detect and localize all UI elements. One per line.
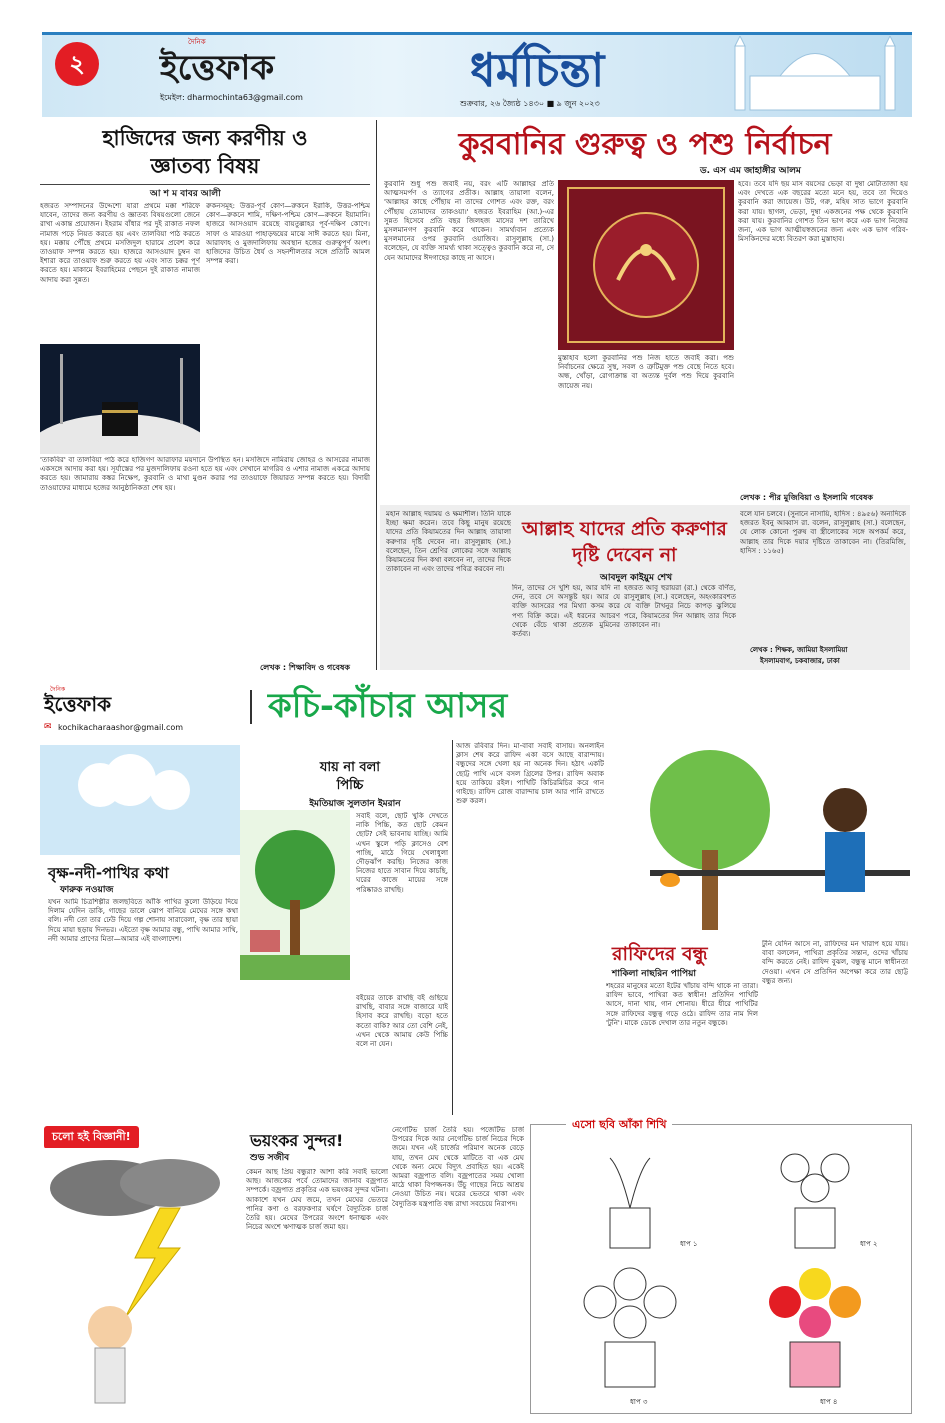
article3-footer-line1: লেখক : শিক্ষক, জামিয়া ইসলামিয়া <box>750 646 848 654</box>
science-body-col1: কেমন আছ প্রিয় বন্ধুরা? আশা করি সবাই ভালো আছ। আজকের পর্বে তোমাদের জানাব বজ্রপাত সম্পর্কে। বজ্রপাত প্রকৃতির এক ভয়ংকর সুন্দর ঘটনা। আকাশে যখন মেঘ জমে, তখন মেঘের ভেতরে পানির কণা ও বরফকণার ঘর্ষণে বৈদ্যুতিক চার্জ তৈরি হয়। মেঘের উপরের অংশে ধনাত্মক এবং নিচের অংশে ঋণাত্মক চার্জ জমা হয়। <box>246 1168 388 1232</box>
title-rule <box>40 184 370 185</box>
article2-author: ড. এস এম জাহাঙ্গীর আলম <box>700 166 801 176</box>
article3-body-col4: বলে যান চলবে। (সুনানে নাসায়ি, হাদিস : ৪৯৫৬) অন্যদিকে হজরত ইবনু আব্বাস রা. বলেন, রাসুলুল্লাহ (সা.) বলেছেন, যে লোক কোনো পুরুষ বা স্ত্রীলোকের সঙ্গে অপকর্ম করে, আল্লাহ তার দিকে দয়ার দৃষ্টিতে তাকাবেন না। (তিরমিজি, হাদিস : ১১৬৫) <box>740 510 906 555</box>
column-divider <box>376 120 377 670</box>
article2-body-col1: কুরবানি শুধু পশু জবাই নয়, বরং এটি আল্লাহর প্রতি আত্মসমর্পণ ও ত্যাগের প্রতীক। আল্লাহ তায়ালা বলেন, 'আল্লাহর কাছে পৌঁছায় না তাদের গোশত এবং রক্ত, বরং পৌঁছায় তোমাদের তাকওয়া।' হজরত ইবরাহিম (আ.)-এর সুন্নত হিসেবে প্রতি বছর জিলহজ মাসের দশ তারিখে মুসলমানগণ কুরবানি করে থাকেন। সামর্থ্যবান প্রত্যেক মুসলমানের ওপর কুরবানি ওয়াজিব। রাসুলুল্লাহ (সা.) বলেছেন, যে ব্যক্তি সামর্থ্য থাকা সত্ত্বেও কুরবানি করে না, সে যেন আমাদের ঈদগাহের কাছে না আসে। <box>384 180 554 262</box>
science-banner: চলো হই বিজ্ঞানী! <box>44 1126 139 1149</box>
brand-small-label: দৈনিক <box>188 38 206 46</box>
tree-house-illustration <box>240 810 350 980</box>
header-date: শুক্রবার, ২৬ জ্যৈষ্ঠ ১৪৩০ ■ ৯ জুন ২০২৩ <box>460 99 600 108</box>
poem1-author: ইমতিয়াজ সুলতান ইমরান <box>309 799 401 809</box>
column-divider <box>452 740 453 1115</box>
story2-title: রাফিদের বন্ধু <box>612 943 708 965</box>
science-title: ভয়ংকর সুন্দর! <box>250 1131 344 1150</box>
story1-body: যখন আমি চিত্রশিল্পীর জলছবিতে আঁকি পাখির কুলো উড়িয়ে দিয়ে দিলাম যেদিন ডাকি, গাছের ডালে ঝোপ বানিয়ে মেঘের সঙ্গে কথা বলি। নদী তো তার ঢেউ দিয়ে গল্প শোনায় সারাবেলা, বৃক্ষ তার ছায়া দিয়ে মায়া ছড়ায় দিনভর। এইতো বৃক্ষ আমার বন্ধু, পাখি আমার সাথি, নদী আমার প্রাণের মিতা—আমার এই বাংলাদেশ। <box>48 898 238 943</box>
story1-author: ফারুক নওয়াজ <box>60 885 114 895</box>
article3-author: আবদুল কাইয়ুম শেখ <box>600 573 672 583</box>
flowerpot-step3-drawing <box>540 1262 720 1392</box>
flowerpot-step2-drawing <box>725 1138 905 1258</box>
article2-title: কুরবানির গুরুত্ব ও পশু নির্বাচন <box>458 127 832 162</box>
article2-footer: লেখক : পীর মুজিবিয়া ও ইসলামি গবেষক <box>740 493 874 502</box>
story2-author: শাকিলা নাছরিন পাপিয়া <box>612 969 697 979</box>
story1-title: বৃক্ষ-নদী-পাখির কথা <box>48 864 169 882</box>
poem1-title-line1: যায় না বলা <box>319 760 381 775</box>
mosque-icon <box>720 36 910 112</box>
article1-body-col3: 'তাকবির' বা তালবিয়া পাঠ করে হাজিগণ আরাফার ময়দানে উপস্থিত হন। মসজিদে নামিরায় জোহর ও আসরের নামাজ একসঙ্গে আদায় করা হয়। সূর্যাস্তের পর মুজদালিফায় রওনা হতে হয় এবং সেখানে মাগরিব ও এশার নামাজ একত্রে আদায় করতে হয়। জামারায় কঙ্কর নিক্ষেপ, কুরবানি ও মাথা মুণ্ডন করার পর তাওয়াফে জিয়ারত সম্পন্ন করতে হয়। বিদায়ী তাওয়াফের মাধ্যমে হজের আনুষ্ঠানিকতা শেষ হয়। <box>40 456 370 492</box>
article1-title-line2: জ্ঞাতব্য বিষয় <box>150 154 260 178</box>
header-email: ইমেইল: dharmochinta63@gmail.com <box>160 93 303 102</box>
article1-body-col1: হজরত সম্পাদনের উদ্দেশ্যে যারা প্রথমে মক্কা শরিফে যাবেন, তাদের জন্য করণীয় ও জ্ঞাতব্য বিষয়গুলো জেনে রাখা একান্ত প্রয়োজন। ইহরাম বাঁধার পর দুই রাকাত নফল নামাজ পড়ে নিয়ত করতে হয় এবং তালবিয়া পাঠ করতে হয়। মক্কায় পৌঁছে প্রথমে মসজিদুল হারামে প্রবেশ করে তাওয়াফ সম্পন্ন করতে হয়। হাজরে আসওয়াদ চুম্বন বা ইশারা করে তাওয়াফ শুরু করতে হয় এবং সাত চক্কর পূর্ণ করতে হয়। মাকামে ইবরাহিমের পেছনে দুই রাকাত নামাজ আদায় করা সুন্নত। <box>40 202 200 284</box>
kochi-divider <box>250 690 252 724</box>
eid-calligraphy-image <box>558 180 734 350</box>
article1-title-line1: হাজিদের জন্য করণীয় ও <box>102 126 308 150</box>
poem1-col2: বইয়ের তাকে রাখছি বই গুছিয়ে রাখছি, বাবার সঙ্গে বাজারে যাই হিসাব করে রাখছি। বড়ো হতে কতো বাকি? আর তো বেশি নেই, এখন থেকে আমায় কেউ পিচ্চি বলে না যেন। <box>356 994 448 1049</box>
article3-body-col2: দিন, তাদের সে খুশি হয়, আর যদি না দেন, তবে সে অসন্তুষ্ট হয়। আর যে ব্যক্তি আসরের পর মিথ্যা কসম করে পণ্য বিক্রি করে। এই ধরনের আচরণ থেকে বেঁচে থাকা প্রত্যেক মুমিনের কর্তব্য। <box>512 584 620 639</box>
story2-body-col3: টুনি যেদিন আসে না, রাফিদের মন খারাপ হয়ে যায়। বাবা বললেন, পাখিরা প্রকৃতির সন্তান, ওদের খাঁচায় বন্দি করতে নেই। রাফিদ বুঝল, বন্ধুত্ব মানে স্বাধীনতা দেওয়া। এখন সে প্রতিদিন অপেক্ষা করে তার ছোট্ট বন্ধুর জন্য। <box>762 940 908 985</box>
mail-icon: ✉ <box>44 722 52 732</box>
flowerpot-step4-drawing <box>725 1262 905 1392</box>
article2-body-col2: মুস্তাহাব হলো কুরবানির পশু নিজ হাতে জবাই করা। পশু নির্বাচনের ক্ষেত্রে সুস্থ, সবল ও ত্রুটিমুক্ত পশু বেছে নিতে হবে। অন্ধ, খোঁড়া, রোগাক্রান্ত বা অত্যন্ত দুর্বল পশু দিয়ে কুরবানি জায়েজ নয়। <box>558 354 734 390</box>
kochi-section-title: কচি-কাঁচার আসর <box>268 686 508 726</box>
kochi-newspaper-logo: ইত্তেফাক <box>44 692 112 716</box>
article1-footer: লেখক : শিক্ষাবিদ ও গবেষক <box>260 663 350 672</box>
lightning-scientist-illustration <box>40 1148 240 1408</box>
story2-body-col1: আজ রবিবার দিন। মা-বাবা সবাই বাসায়। অনলাইন ক্লাস শেষ করে রাফিদ একা বসে আছে বারান্দায়। বন্ধুদের সঙ্গে খেলা হয় না অনেক দিন। হঠাৎ একটি ছোট্ট পাখি এসে বসল গ্রিলের উপর। রাফিদ অবাক হয়ে তাকিয়ে রইল। পাখিটি কিচিরমিচির করে গান গাইছে। রাফিদ রোজ বারান্দায় চাল আর পানি রাখতে শুরু করল। <box>456 742 604 806</box>
page-number: ২ <box>55 42 99 86</box>
newspaper-logo: ইত্তেফাক <box>160 48 275 88</box>
poem1-col1: সবাই বলে, ছোট খুকি দেখতে নাকি পিচ্চি, কত ছোট কেমন ছোট? সেই ভাবনায় যাচ্ছি। আমি এখন স্কুলে পড়ি ক্লাসেও বেশ পাচ্ছি, মাঠে গিয়ে খেলাধুলা দৌড়ঝাঁপ করছি। নিজের কাজ নিজের হাতে সাবান দিয়ে কাচছি, ঘরের কাজে মায়ের সঙ্গে পরিষ্কারও রাখছি। <box>356 812 448 894</box>
kochi-email: kochikacharaashor@gmail.com <box>58 723 184 732</box>
science-body-col2: নেগেটিভ চার্জ তৈরি হয়। পজেটিভ চার্জ উপরের দিকে আর নেগেটিভ চার্জ নিচের দিকে জমে। যখন এই চার্জের পরিমাণ অনেক বেড়ে যায়, তখন মেঘ থেকে মাটিতে বা এক মেঘ থেকে অন্য মেঘে বিদ্যুৎ প্রবাহিত হয়। একেই আমরা বজ্রপাত বলি। বজ্রপাতের সময় খোলা মাঠে থাকা বিপজ্জনক। উঁচু গাছের নিচে আশ্রয় নেওয়া উচিত নয়। ঘরের ভেতরে থাকা এবং বৈদ্যুতিক যন্ত্রপাতি বন্ধ রাখা সবচেয়ে নিরাপদ। <box>392 1126 524 1208</box>
article1-body-col2: রুকনসমূহ: উত্তর-পূর্ব কোণ—রুকনে ইরাকি, উত্তর-পশ্চিম কোণ—রুকনে শামি, দক্ষিণ-পশ্চিম কোণ—রুকনে ইয়ামানি। হাজরে আসওয়াদ রয়েছে বায়তুল্লাহর পূর্ব-দক্ষিণ কোণে। সাফা ও মারওয়া পাহাড়দ্বয়ের মাঝে সাঈ করতে হয়। মিনা, আরাফাহ ও মুজদালিফায় অবস্থান হজের গুরুত্বপূর্ণ অংশ। হাজিদের উচিত ধৈর্য ও সহনশীলতার সঙ্গে প্রতিটি আমল সম্পন্ন করা। <box>206 202 370 266</box>
article2-body-col3: হবে। তবে যদি ছয় মাস বয়সের ভেড়া বা দুম্বা মোটাতাজা হয় এবং দেখতে এক বছরের মতো মনে হয়, তবে তা দিয়েও কুরবানি করা জায়েজ। উট, গরু, মহিষ সাত ভাগে কুরবানি করা যায়। ছাগল, ভেড়া, দুম্বা একজনের পক্ষ থেকে কুরবানি করা যায়। কুরবানির গোশত তিন ভাগ করে এক ভাগ নিজের জন্য, এক ভাগ আত্মীয়স্বজনের জন্য এবং এক ভাগ গরিব-মিসকিনদের মধ্যে বিতরণ করা মুস্তাহাব। <box>738 180 908 244</box>
kochi-brand-small: দৈনিক <box>50 686 66 693</box>
step4-label: ধাপ ৪ <box>820 1398 838 1406</box>
step1-label: ধাপ ১ <box>680 1240 698 1248</box>
boy-balcony-illustration <box>610 740 910 935</box>
poem1-title-line2: পিচ্চি <box>336 778 364 793</box>
science-author: শুভ সজীব <box>250 1153 290 1163</box>
section-title: ধর্মচিন্তা <box>470 43 605 97</box>
article3-body-col3: হজরত আবু হুরায়রা (রা.) থেকে বর্ণিত, রাসুলুল্লাহ (সা.) বলেছেন, অহংকারবশত যে ব্যক্তি টাখনুর নিচে কাপড় ঝুলিয়ে পরে, কিয়ামতের দিন আল্লাহ তার দিকে তাকাবেন না। <box>624 584 736 629</box>
article3-footer-line2: ইসলামবাগ, চকবাজার, ঢাকা <box>760 657 840 665</box>
article3-body-col1: মহান আল্লাহ দয়াময় ও ক্ষমাশীল। তিনি যাকে ইচ্ছা ক্ষমা করেন। তবে কিছু মানুষ রয়েছে যাদের প্রতি কিয়ামতের দিন আল্লাহ তায়ালা করুণার দৃষ্টি দেবেন না। রাসুলুল্লাহ (সা.) বলেছেন, তিন শ্রেণির লোকের সঙ্গে আল্লাহ কিয়ামতের দিন কথা বলবেন না, তাদের দিকে তাকাবেন না এবং তাদের পবিত্র করবেন না। <box>386 510 511 574</box>
step3-label: ধাপ ৩ <box>630 1398 648 1406</box>
article3-title-line1: আল্লাহ যাদের প্রতি করুণার <box>522 518 727 540</box>
kaaba-photo <box>40 344 200 454</box>
article3-title-line2: দৃষ্টি দেবেন না <box>572 544 677 566</box>
sky-illustration <box>40 745 240 855</box>
step2-label: ধাপ ২ <box>860 1240 878 1248</box>
drawing-title: এসো ছবি আঁকা শিখি <box>566 1116 672 1135</box>
story2-body-col2: শহরের মানুষের মতো ইটের খাঁচায় বন্দি থাকে না তারা। রাফিদ ভাবে, পাখিরা কত স্বাধীন! প্রতিদিন পাখিটি আসে, দানা খায়, গান শোনায়। ধীরে ধীরে পাখিটির সঙ্গে রাফিদের বন্ধুত্ব গড়ে ওঠে। রাফিদ তার নাম দিল 'টুনি'। মাকে ডেকে দেখাল তার নতুন বন্ধুকে। <box>606 982 758 1027</box>
article1-author: আ শ ম বাবর আলী <box>150 189 221 199</box>
